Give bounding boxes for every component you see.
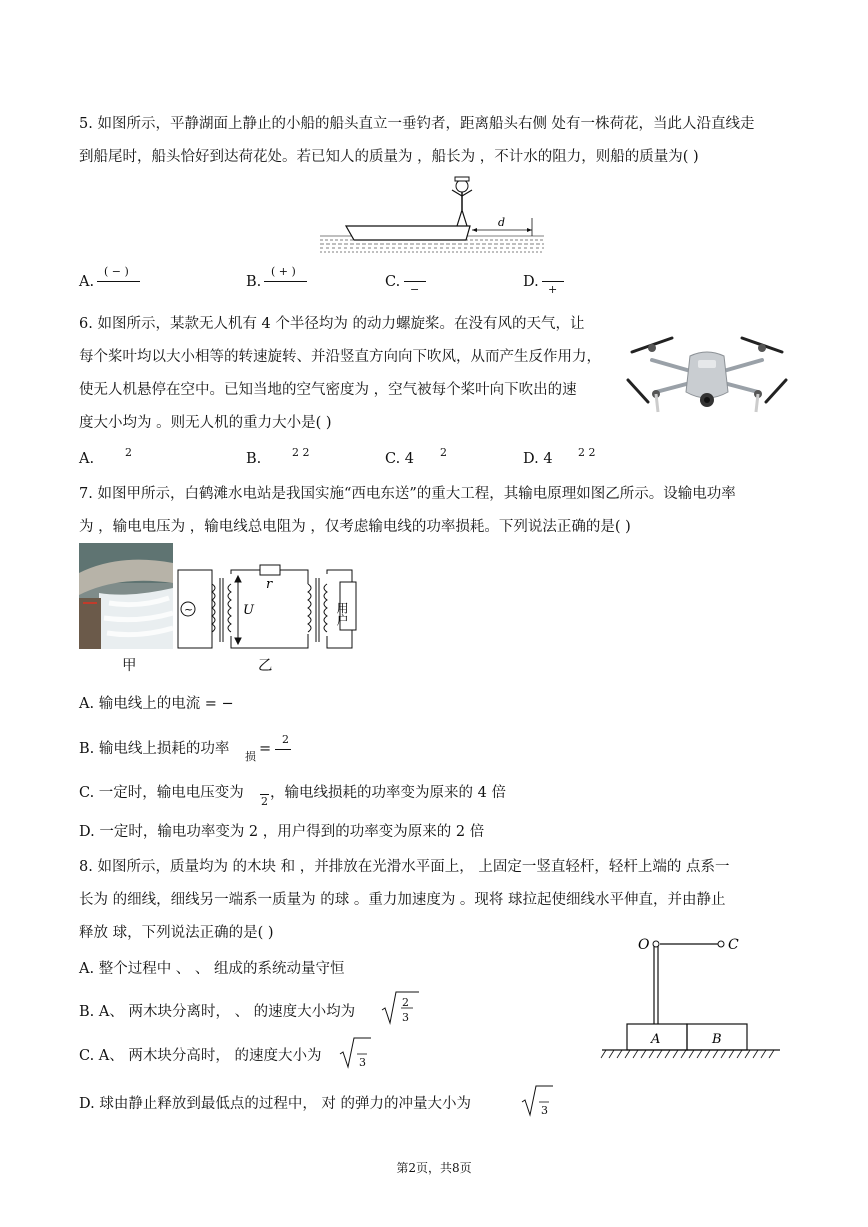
q6-option-d-sup: 2 2 bbox=[578, 446, 596, 459]
q7-option-a: A. 输电线上的电流 = − bbox=[79, 696, 234, 712]
q5-boat-figure bbox=[318, 172, 546, 256]
q8-option-b-sqrt bbox=[381, 990, 421, 1026]
q5-option-d: D. bbox=[523, 274, 539, 290]
q5-option-a-fraction-bar bbox=[97, 281, 140, 282]
q7-figure-jia-label: 甲 bbox=[122, 658, 137, 674]
q8-option-d-sqrt bbox=[521, 1084, 555, 1118]
q8-label-o: O bbox=[638, 937, 650, 953]
q8-option-b-denominator: 3 bbox=[402, 1011, 409, 1024]
q5-option-b-numerator: ( + ) bbox=[271, 265, 296, 278]
q7-line2: 为 ，输电电压为 ，输电线总电阻为 ，仅考虑输电线的功率损耗。下列说法正确的是( ) bbox=[79, 519, 631, 535]
q5-option-b: B. bbox=[246, 274, 262, 290]
q7-option-b-equals: = bbox=[259, 741, 272, 757]
q5-line1: 5. 如图所示，平静湖面上静止的小船的船头直立一垂钓者，距离船头右侧 处有一株荷花，当此人沿直线走 bbox=[79, 116, 755, 132]
q7-option-b: B. 输电线上损耗的功率 bbox=[79, 741, 230, 757]
q7-option-b-fraction-bar bbox=[275, 749, 291, 750]
q5-option-d-fraction-bar bbox=[542, 281, 564, 282]
q5-option-b-fraction-bar bbox=[264, 281, 307, 282]
q7-option-c-denominator: 2 bbox=[261, 795, 268, 808]
q8-option-c-sqrt bbox=[339, 1036, 373, 1070]
q7-option-c-part1: C. 一定时，输电电压变为 bbox=[79, 785, 244, 801]
q7-option-c-part2: ，输电线损耗的功率变为原来的 4 倍 bbox=[270, 785, 506, 801]
q8-line1: 8. 如图所示，质量均为 的木块 和 ，并排放在光滑水平面上， 上固定一竖直轻杆，轻杆上端的 点系一 bbox=[79, 859, 730, 875]
q8-option-a: A. 整个过程中 、 、 组成的系统动量守恒 bbox=[79, 961, 345, 977]
q8-label-b: B bbox=[712, 1032, 722, 1047]
q8-line3: 释放 球，下列说法正确的是( ) bbox=[79, 925, 274, 941]
q6-option-b-sup: 2 2 bbox=[292, 446, 310, 459]
q7-option-b-sup: 2 bbox=[282, 733, 289, 746]
q5-option-c: C. bbox=[385, 274, 401, 290]
q6-line4: 度大小均为 。则无人机的重力大小是( ) bbox=[79, 415, 332, 431]
page-footer: 第2页，共8页 bbox=[396, 1161, 472, 1175]
q6-option-b: B. bbox=[246, 451, 262, 467]
q8-option-c: C. A、 两木块分高时， 的速度大小为 bbox=[79, 1048, 322, 1064]
q7-resistor-label: r bbox=[266, 577, 273, 592]
q6-option-a: A. bbox=[79, 451, 95, 467]
q6-line1: 6. 如图所示，某款无人机有 4 个半径均为 的动力螺旋桨。在没有风的天气，让 bbox=[79, 316, 585, 332]
q8-option-b: B. A、 两木块分离时， 、 的速度大小均为 bbox=[79, 1004, 356, 1020]
q7-line1: 7. 如图甲所示，白鹤滩水电站是我国实施“西电东送”的重大工程，其输电原理如图乙所示。设输电功率 bbox=[79, 486, 736, 502]
drone-image bbox=[624, 330, 790, 425]
q8-blocks-figure bbox=[600, 930, 786, 1062]
q5-d-label: d bbox=[498, 216, 506, 229]
q7-user-label: 用户 bbox=[335, 602, 349, 626]
q8-label-a: A bbox=[651, 1032, 661, 1047]
q6-line2: 每个桨叶均以大小相等的转速旋转、并沿竖直方向向下吹风，从而产生反作用力， bbox=[79, 349, 601, 365]
q7-voltage-label: U bbox=[243, 603, 254, 618]
q6-option-a-sup: 2 bbox=[125, 446, 132, 459]
q8-line2: 长为 的细线，细线另一端系一质量为 的球 。重力加速度为 。现将 球拉起使细线水平伸直，并由静止 bbox=[79, 892, 726, 908]
q8-option-b-numerator: 2 bbox=[402, 996, 409, 1009]
q7-source-symbol: ~ bbox=[184, 603, 194, 616]
q8-option-d-denominator: 3 bbox=[541, 1104, 548, 1117]
q8-label-c: C bbox=[728, 937, 739, 953]
q5-option-c-fraction-bar bbox=[404, 281, 426, 282]
q6-line3: 使无人机悬停在空中。已知当地的空气密度为 ，空气被每个桨叶向下吹出的速 bbox=[79, 382, 577, 398]
q5-option-a: A. bbox=[79, 274, 95, 290]
q5-option-c-denominator: − bbox=[410, 283, 420, 296]
q6-option-d: D. 4 bbox=[523, 451, 553, 467]
q6-option-c: C. 4 bbox=[385, 451, 415, 467]
q5-option-d-denominator: + bbox=[548, 283, 558, 296]
q7-option-d: D. 一定时，输电功率变为 2 ，用户得到的功率变为原来的 2 倍 bbox=[79, 824, 485, 840]
q8-option-d: D. 球由静止释放到最低点的过程中， 对 的弹力的冲量大小为 bbox=[79, 1096, 472, 1112]
q7-dam-photo bbox=[79, 543, 173, 649]
q7-figure-yi-label: 乙 bbox=[258, 658, 273, 674]
q7-option-b-sub: 损 bbox=[245, 750, 256, 763]
q8-option-c-denominator: 3 bbox=[359, 1056, 366, 1069]
q5-line2: 到船尾时，船头恰好到达荷花处。若已知人的质量为 ，船长为 ，不计水的阻力，则船的质量为( ) bbox=[79, 149, 699, 165]
q5-option-a-numerator: ( − ) bbox=[104, 265, 129, 278]
q7-circuit-diagram bbox=[176, 560, 360, 654]
q6-option-c-sup: 2 bbox=[440, 446, 447, 459]
